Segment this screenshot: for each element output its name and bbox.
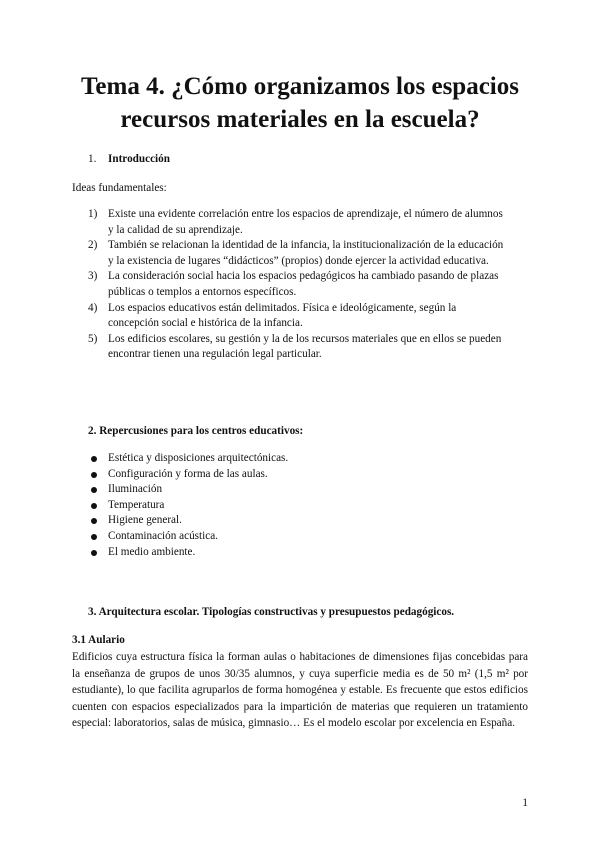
ideas-list [88,207,508,363]
list-item [88,545,508,561]
item-number: 2) [88,239,98,252]
item-number: 4) [88,301,98,314]
item-text: Contaminación acústica. [108,529,218,542]
section3-paragraph: Edificios cuya estructura física la forman aulas o habitaciones de dimensiones fijas concebidas para la enseñanza de grupos de unos 30/35 alumnos, y cuya superficie media es de 50 m² (1,5 m² por estudiante), lo que facilita agruparlos de forma homogénea y estable. Es frecuente que estos edificios cuenten con espacios especializados para la impartición de materias que requieren un tratamiento especial: laboratorios, salas de música, gimnasio… Es el modelo escolar por excelencia en España. [72,651,528,730]
section1-heading: Introducción [108,153,170,165]
bullet-icon [91,550,97,556]
section1-intro: Ideas fundamentales: [72,182,167,194]
bullet-icon [91,518,97,524]
item-text: La consideración social hacia los espacios pedagógicos ha cambiado pasando de plazas públicas o templos a entornos específicos. [108,270,499,298]
list-item [88,498,508,514]
list-item [88,207,508,238]
item-text: El medio ambiente. [108,545,196,558]
bullet-icon [91,503,97,509]
section3-heading: 3. Arquitectura escolar. Tipologías constructivas y presupuestos pedagógicos. [88,606,455,618]
list-item [88,482,508,498]
section1-number: 1. [88,153,97,165]
item-number: 3) [88,270,98,283]
item-text: Configuración y forma de las aulas. [108,467,268,480]
item-text: Los edificios escolares, su gestión y la de los recursos materiales que en ellos se pueden encontrar tienen una regulación legal particular. [108,332,502,361]
bullet-icon [91,487,97,493]
list-item [88,238,508,269]
list-item [88,451,508,467]
bullet-icon [91,534,97,540]
item-number: 1) [88,208,98,220]
item-text: Los espacios educativos están delimitados. Física e ideológicamente, según la concepción social e histórica de la infancia. [108,301,457,330]
list-item [88,467,508,483]
repercussions-list [88,451,508,560]
document-title: Tema 4. ¿Cómo organizamos los espacios recursos materiales en la escuela? [81,73,519,133]
bullet-icon [91,456,97,462]
section3-subheading: 3.1 Aulario [72,634,125,646]
item-text: Existe una evidente correlación entre los espacios de aprendizaje, el número de alumnos y la calidad de su aprendizaje. [108,208,503,236]
item-text: Temperatura [108,498,165,511]
page-number: 1 [522,797,528,809]
item-number: 5) [88,332,98,345]
list-item [88,529,508,545]
bullet-icon [91,472,97,478]
list-item [88,269,508,300]
item-text: Iluminación [108,483,163,496]
list-item [88,513,508,529]
item-text: Estética y disposiciones arquitectónicas. [108,452,289,464]
section2-heading: 2. Repercusiones para los centros educativos: [88,425,304,437]
list-item [88,332,508,363]
item-text: También se relacionan la identidad de la infancia, la institucionalización de la educación y la existencia de lugares “didácticos” (propios) donde ejercer la actividad educativa. [108,239,504,267]
item-text: Higiene general. [108,514,182,527]
list-item [88,301,508,332]
